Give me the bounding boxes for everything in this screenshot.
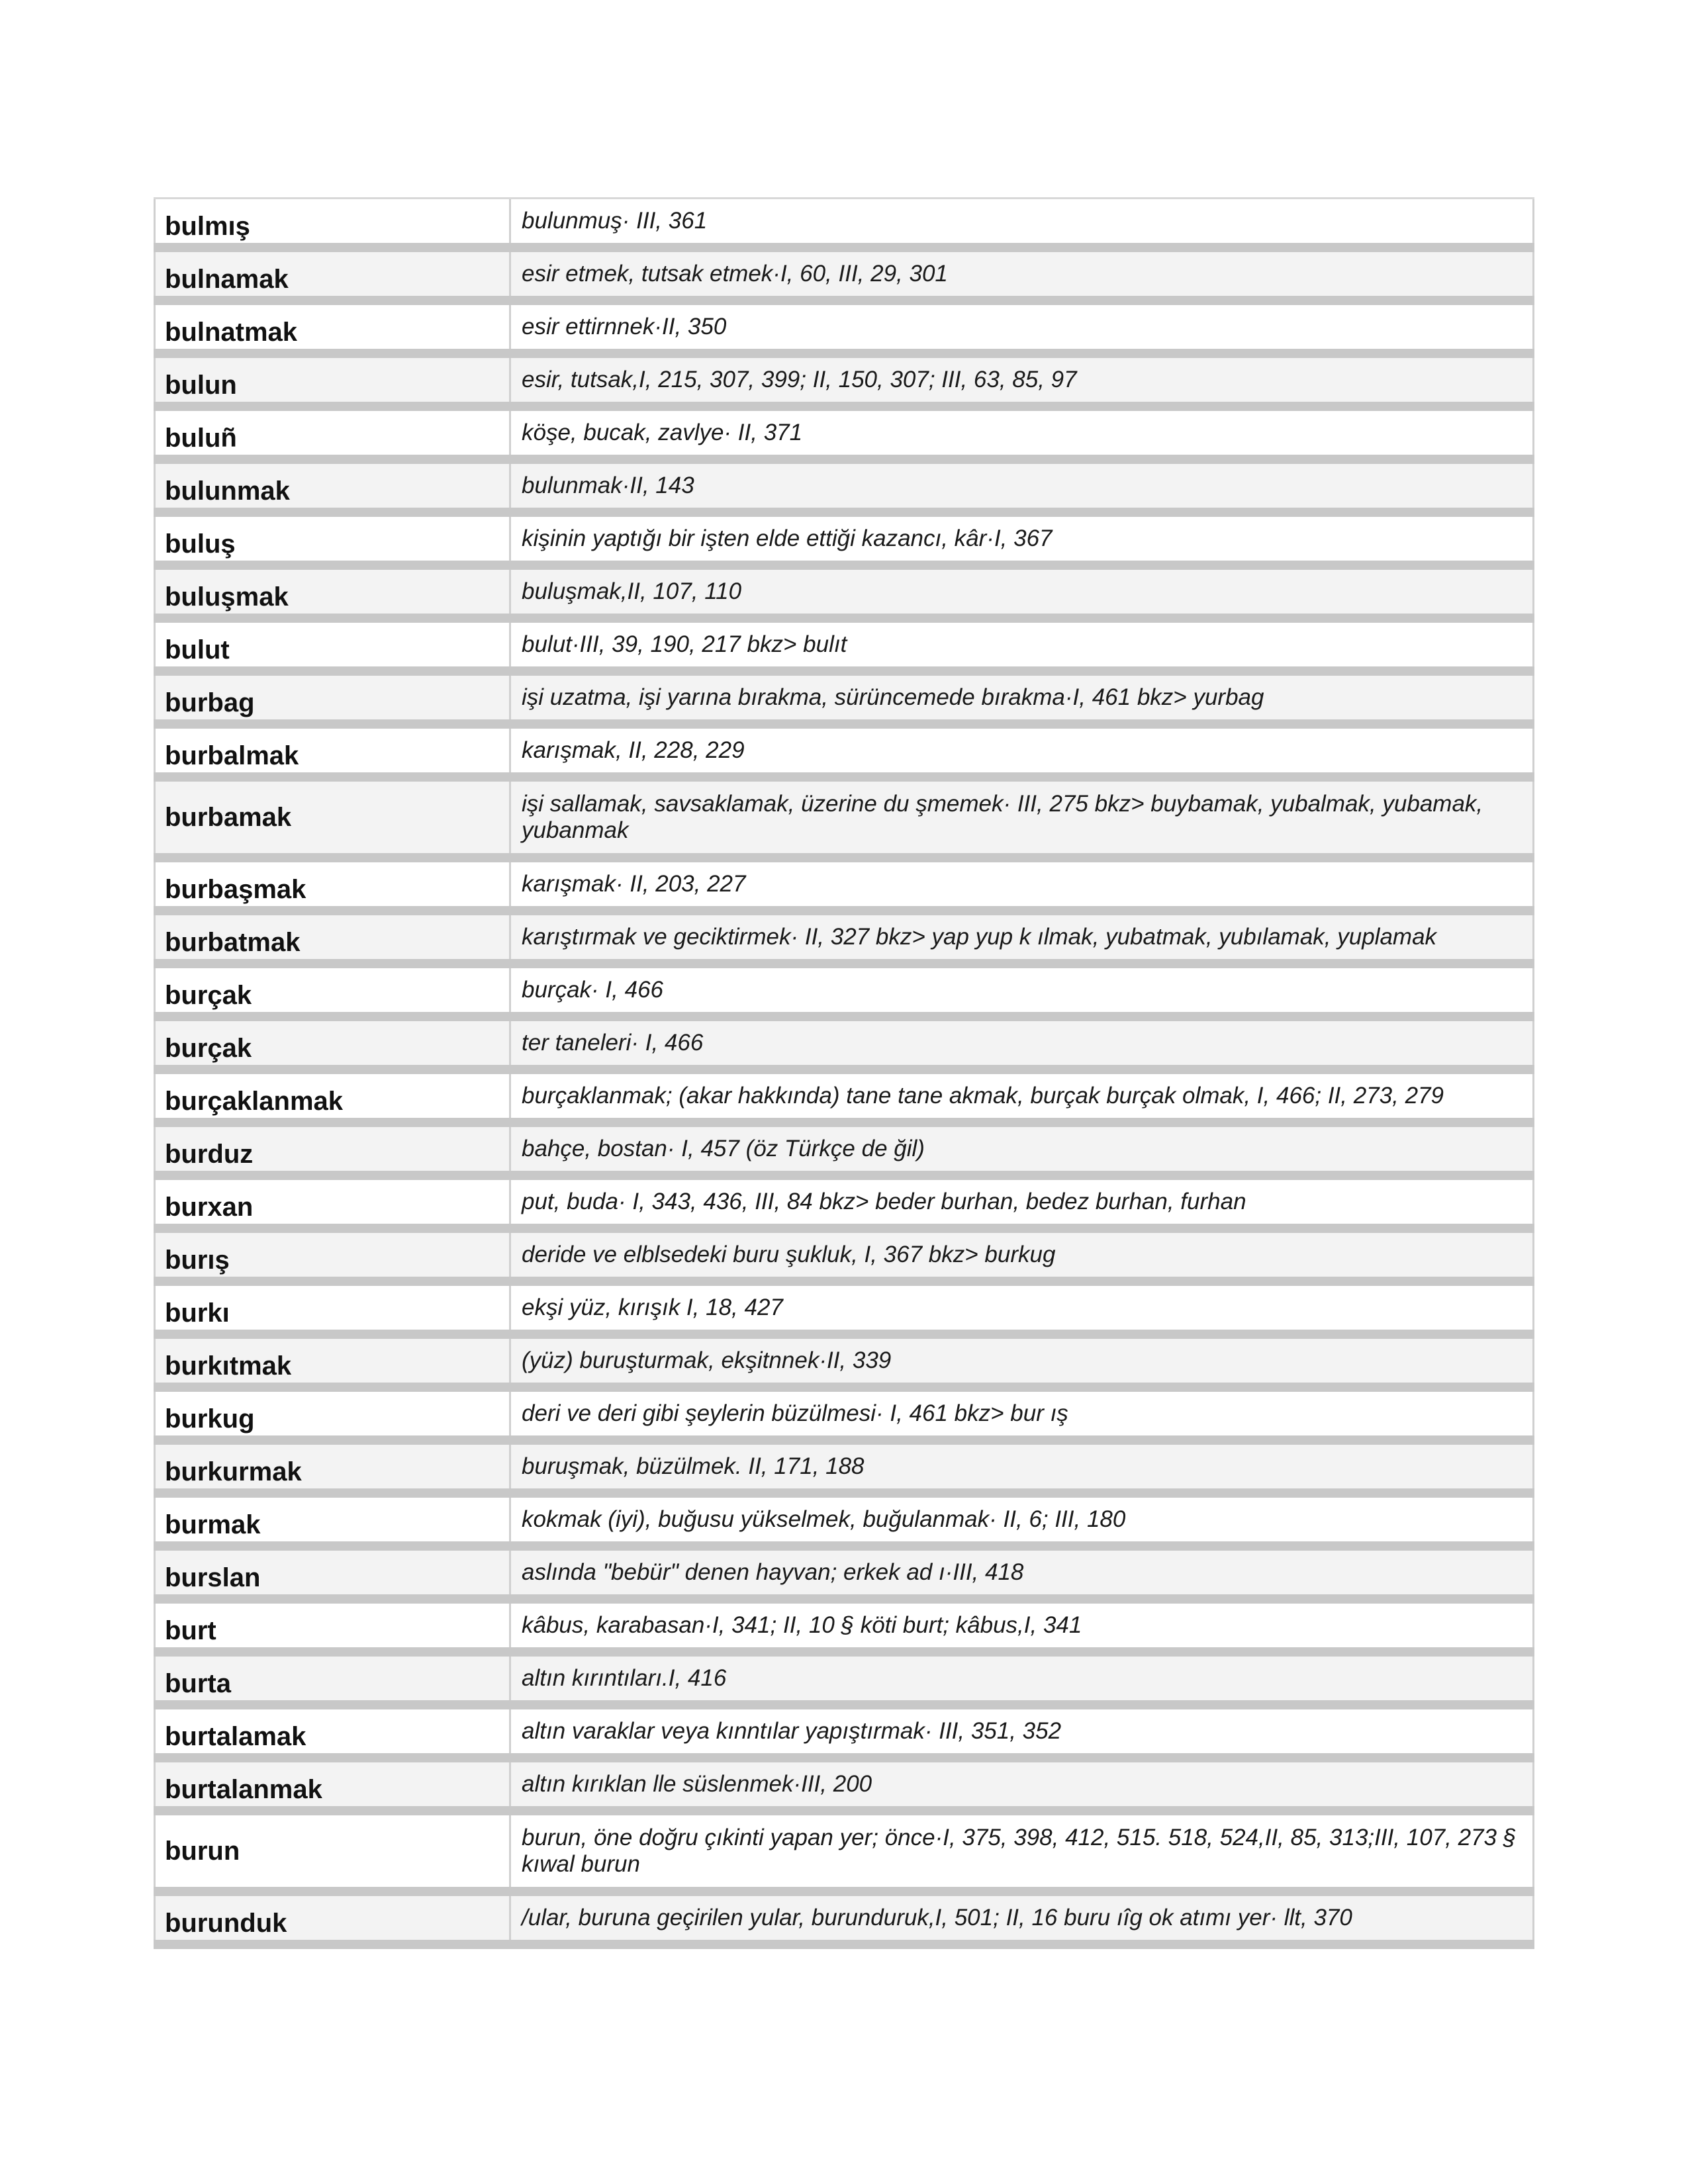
definition-cell: esir ettirnnek·II, 350	[511, 305, 1534, 349]
term-cell: burbaşmak	[154, 862, 511, 906]
table-row	[154, 1074, 1534, 1127]
definition-cell: altın varaklar veya kınntılar yapıştırmak· III, 351, 352	[511, 1709, 1534, 1753]
table-row	[154, 1657, 1534, 1709]
table-row	[154, 1551, 1534, 1604]
definition-cell: altın kırıntıları.I, 416	[511, 1657, 1534, 1700]
table-row	[154, 1392, 1534, 1445]
definition-cell: ter taneleri· I, 466	[511, 1021, 1534, 1065]
term-cell: buluşmak	[154, 570, 511, 614]
table-row	[154, 1445, 1534, 1498]
definition-cell: işi sallamak, savsaklamak, üzerine du şmemek· III, 275 bkz> buybamak, yubalmak, yubamak, yubanmak	[511, 782, 1534, 853]
table-row	[154, 358, 1534, 411]
term-cell: burçak	[154, 968, 511, 1012]
definition-cell: (yüz) buruşturmak, ekşitnnek·II, 339	[511, 1339, 1534, 1383]
definition-cell: deri ve deri gibi şeylerin büzülmesi· I, 461 bkz> bur ış	[511, 1392, 1534, 1435]
term-cell: burış	[154, 1233, 511, 1277]
term-cell: burbamak	[154, 782, 511, 853]
definition-cell: bulut·III, 39, 190, 217 bkz> bulıt	[511, 623, 1534, 666]
term-cell: burçak	[154, 1021, 511, 1065]
table-row	[154, 1021, 1534, 1074]
term-cell: burbag	[154, 676, 511, 719]
definition-cell: /ular, buruna geçirilen yular, burunduruk,I, 501; II, 16 buru ıîg ok atımı yer· llt, 370	[511, 1896, 1534, 1940]
table-row	[154, 305, 1534, 358]
definition-cell: esir, tutsak,I, 215, 307, 399; II, 150, 307; III, 63, 85, 97	[511, 358, 1534, 402]
term-cell: bulmış	[154, 199, 511, 243]
table-row	[154, 517, 1534, 570]
term-cell: bulunmak	[154, 464, 511, 508]
term-cell: burtalanmak	[154, 1762, 511, 1806]
term-cell: burkug	[154, 1392, 511, 1435]
definition-cell: burun, öne doğru çıkinti yapan yer; önce·I, 375, 398, 412, 515. 518, 524,II, 85, 313;III, 107, 273 § kıwal burun	[511, 1815, 1534, 1887]
term-cell: burkurmak	[154, 1445, 511, 1488]
term-cell: burbatmak	[154, 915, 511, 959]
term-cell: burmak	[154, 1498, 511, 1541]
glossary-table	[154, 197, 1534, 1949]
table-row	[154, 968, 1534, 1021]
table-row	[154, 1896, 1534, 1949]
definition-cell: karıştırmak ve geciktirmek· II, 327 bkz> yap yup k ılmak, yubatmak, yubılamak, yuplamak	[511, 915, 1534, 959]
table-row	[154, 1604, 1534, 1657]
term-cell: burçaklanmak	[154, 1074, 511, 1118]
table-row	[154, 411, 1534, 464]
term-cell: burun	[154, 1815, 511, 1887]
definition-cell: işi uzatma, işi yarına bırakma, sürüncemede bırakma·I, 461 bkz> yurbag	[511, 676, 1534, 719]
term-cell: bulnamak	[154, 252, 511, 296]
term-cell: burt	[154, 1604, 511, 1647]
definition-cell: deride ve elblsedeki buru şukluk, I, 367 bkz> burkug	[511, 1233, 1534, 1277]
definition-cell: bulunmuş· III, 361	[511, 199, 1534, 243]
definition-cell: kâbus, karabasan·I, 341; II, 10 § köti burt; kâbus,I, 341	[511, 1604, 1534, 1647]
table-row	[154, 915, 1534, 968]
table-row	[154, 1286, 1534, 1339]
definition-cell: aslında "bebür" denen hayvan; erkek ad ı·III, 418	[511, 1551, 1534, 1594]
term-cell: bulnatmak	[154, 305, 511, 349]
definition-cell: altın kırıklan lle süslenmek·III, 200	[511, 1762, 1534, 1806]
table-row	[154, 1339, 1534, 1392]
definition-cell: ekşi yüz, kırışık I, 18, 427	[511, 1286, 1534, 1330]
table-row	[154, 1180, 1534, 1233]
definition-cell: karışmak· II, 203, 227	[511, 862, 1534, 906]
term-cell: bulut	[154, 623, 511, 666]
table-row	[154, 1709, 1534, 1762]
table-row	[154, 1498, 1534, 1551]
term-cell: burslan	[154, 1551, 511, 1594]
term-cell: burduz	[154, 1127, 511, 1171]
term-cell: burbalmak	[154, 729, 511, 772]
table-row	[154, 862, 1534, 915]
table-row	[154, 1815, 1534, 1896]
term-cell: buluñ	[154, 411, 511, 455]
definition-cell: burçak· I, 466	[511, 968, 1534, 1012]
term-cell: buluş	[154, 517, 511, 561]
term-cell: burxan	[154, 1180, 511, 1224]
term-cell: bulun	[154, 358, 511, 402]
definition-cell: buruşmak, büzülmek. II, 171, 188	[511, 1445, 1534, 1488]
table-row	[154, 729, 1534, 782]
term-cell: burkıtmak	[154, 1339, 511, 1383]
table-row	[154, 1127, 1534, 1180]
definition-cell: kokmak (iyi), buğusu yükselmek, buğulanmak· II, 6; III, 180	[511, 1498, 1534, 1541]
definition-cell: karışmak, II, 228, 229	[511, 729, 1534, 772]
definition-cell: burçaklanmak; (akar hakkında) tane tane akmak, burçak burçak olmak, I, 466; II, 273, 279	[511, 1074, 1534, 1118]
definition-cell: kişinin yaptığı bir işten elde ettiği kazancı, kâr·I, 367	[511, 517, 1534, 561]
term-cell: burtalamak	[154, 1709, 511, 1753]
term-cell: burkı	[154, 1286, 511, 1330]
term-cell: burta	[154, 1657, 511, 1700]
table-row	[154, 623, 1534, 676]
definition-cell: bulunmak·II, 143	[511, 464, 1534, 508]
definition-cell: esir etmek, tutsak etmek·I, 60, III, 29, 301	[511, 252, 1534, 296]
table-row	[154, 252, 1534, 305]
table-row	[154, 199, 1534, 252]
definition-cell: köşe, bucak, zavlye· II, 371	[511, 411, 1534, 455]
table-row	[154, 782, 1534, 862]
table-row	[154, 570, 1534, 623]
term-cell: burunduk	[154, 1896, 511, 1940]
table-row	[154, 464, 1534, 517]
definition-cell: bahçe, bostan· I, 457 (öz Türkçe de ğil)	[511, 1127, 1534, 1171]
table-row	[154, 1762, 1534, 1815]
definition-cell: put, buda· I, 343, 436, III, 84 bkz> beder burhan, bedez burhan, furhan	[511, 1180, 1534, 1224]
definition-cell: buluşmak,II, 107, 110	[511, 570, 1534, 614]
table-row	[154, 676, 1534, 729]
table-row	[154, 1233, 1534, 1286]
